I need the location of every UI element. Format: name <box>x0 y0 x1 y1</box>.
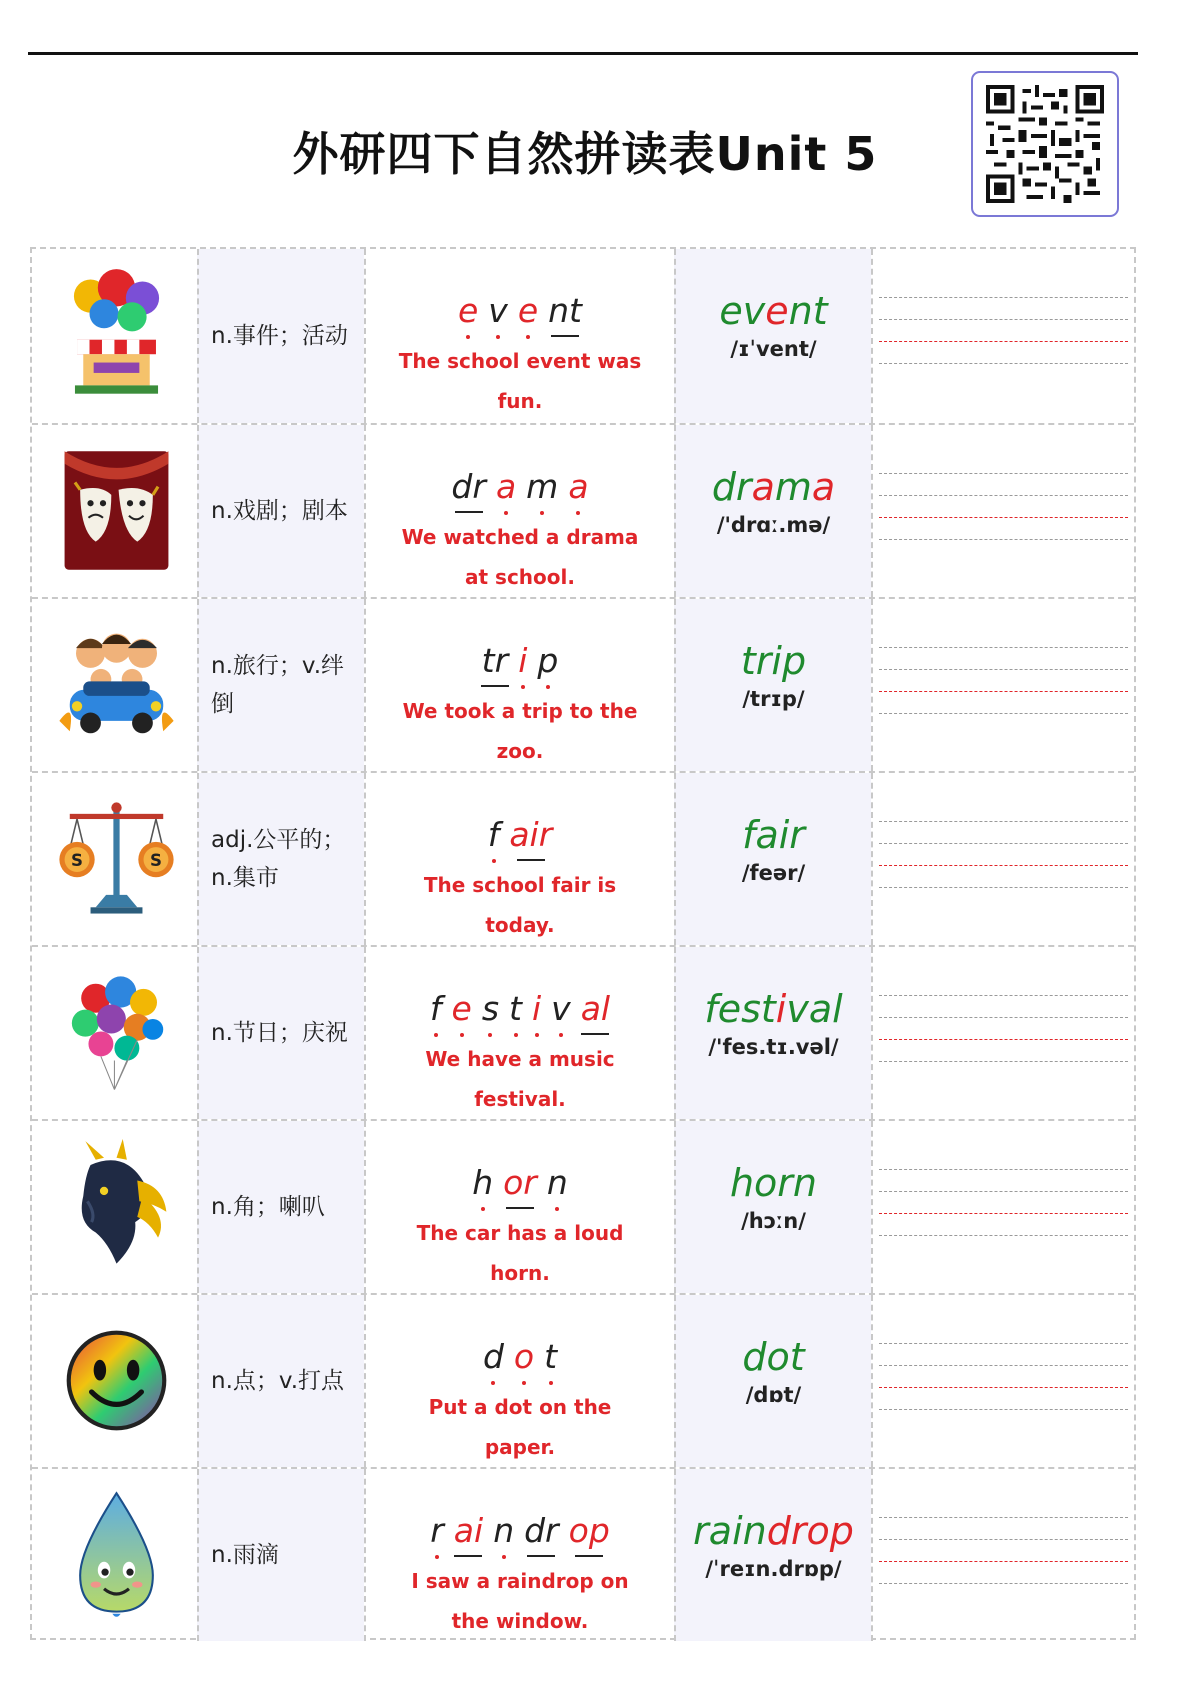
sound-dot-mark <box>481 1207 485 1211</box>
segment-letters: d <box>482 1337 504 1376</box>
phonics-segment <box>567 1511 612 1551</box>
theater-masks-icon <box>54 443 179 578</box>
picture-cell <box>32 947 197 1119</box>
segment-letters: i <box>532 989 542 1028</box>
phonics-cell <box>364 1121 674 1293</box>
writing-guide-line <box>879 669 1128 670</box>
word-part: m <box>774 465 812 509</box>
word-part: p <box>781 639 807 683</box>
vocab-word <box>676 987 871 1031</box>
table-row <box>32 1467 1134 1641</box>
sound-dot-mark <box>492 859 496 863</box>
balloon-stall-icon <box>54 267 179 402</box>
segment-letters: p <box>537 641 559 680</box>
sound-dot-mark <box>526 335 530 339</box>
phonics-breakdown <box>366 985 674 1029</box>
vocab-word <box>676 289 871 333</box>
ipa-transcription: /hɔːn/ <box>741 1209 806 1233</box>
phonics-segment <box>450 989 474 1029</box>
phonics-segment <box>546 291 584 331</box>
phonics-segment <box>428 1511 446 1551</box>
word-part: drop <box>766 1509 854 1553</box>
phonics-segment <box>452 1511 485 1551</box>
word-part: i <box>775 987 787 1031</box>
picture-cell <box>32 1295 197 1467</box>
meaning-text: adj.公平的；n.集市 <box>211 827 346 891</box>
word-part: val <box>786 987 843 1031</box>
segment-letters: h <box>472 1163 494 1202</box>
meaning-text: n.角；喇叭 <box>211 1194 325 1220</box>
segment-letters: v <box>551 989 571 1028</box>
word-part: fest <box>704 987 776 1031</box>
meaning-cell <box>197 425 364 597</box>
writing-guide-line <box>879 297 1128 298</box>
word-cell <box>674 425 871 597</box>
segment-letters: f <box>429 989 442 1028</box>
word-cell <box>674 599 871 771</box>
sound-dash-mark <box>527 1555 555 1557</box>
qr-code-icon <box>986 85 1104 203</box>
sound-dot-mark <box>460 1033 464 1037</box>
phonics-segment <box>486 291 510 331</box>
word-cell <box>674 249 871 423</box>
phonics-cell <box>364 599 674 771</box>
writing-lines-cell[interactable] <box>871 1121 1134 1293</box>
writing-guide-line <box>879 319 1128 320</box>
table-row <box>32 771 1134 945</box>
writing-guide-line <box>879 1191 1128 1192</box>
writing-baseline <box>879 865 1128 866</box>
segment-letters: e <box>457 291 479 330</box>
ipa-transcription: /'fes.tɪ.vəl/ <box>708 1035 839 1059</box>
writing-guide-line <box>879 713 1128 714</box>
example-sentence: The school event was fun. <box>398 349 642 413</box>
writing-guide-line <box>879 1539 1128 1540</box>
page-title: 外研四下自然拼读表Unit 5 <box>292 127 878 181</box>
picture-cell <box>32 773 197 945</box>
phonics-cell <box>364 1295 674 1467</box>
word-part: nt <box>788 289 828 333</box>
example-sentence: We took a trip to the zoo. <box>402 699 638 763</box>
picture-cell <box>32 1121 197 1293</box>
ipa-transcription: /'drɑː.mə/ <box>716 513 831 537</box>
phonics-breakdown <box>366 811 674 855</box>
writing-lines-cell[interactable] <box>871 425 1134 597</box>
phonics-breakdown <box>366 1159 674 1203</box>
word-part: dr <box>711 465 752 509</box>
sound-dot-mark <box>491 1381 495 1385</box>
word-cell <box>674 1469 871 1641</box>
phonics-segment <box>516 291 540 331</box>
meaning-cell <box>197 1469 364 1641</box>
writing-guide-line <box>879 1583 1128 1584</box>
writing-lines-cell[interactable] <box>871 599 1134 771</box>
sound-dot-mark <box>549 1381 553 1385</box>
phonics-segment <box>456 291 480 331</box>
phonics-breakdown <box>366 637 674 681</box>
word-cell <box>674 1295 871 1467</box>
segment-letters: t <box>509 989 522 1028</box>
segment-letters: ai <box>453 1511 484 1550</box>
word-part: e <box>719 289 743 333</box>
meaning-cell <box>197 1121 364 1293</box>
sound-dot-mark <box>496 335 500 339</box>
sound-dash-mark <box>481 685 509 687</box>
picture-cell <box>32 599 197 771</box>
writing-guide-line <box>879 473 1128 474</box>
phonics-segment <box>566 467 590 507</box>
writing-lines-cell[interactable] <box>871 947 1134 1119</box>
vocab-word <box>676 1335 871 1379</box>
sound-dot-mark <box>576 511 580 515</box>
sound-dot-mark <box>488 1033 492 1037</box>
phonics-segment <box>480 989 501 1029</box>
vocab-word <box>676 639 871 683</box>
meaning-text: n.节日；庆祝 <box>211 1020 348 1046</box>
phonics-segment <box>428 989 444 1029</box>
qr-code[interactable] <box>971 71 1119 217</box>
meaning-cell <box>197 249 364 423</box>
segment-letters: a <box>495 467 517 506</box>
segment-letters: a <box>568 467 589 506</box>
table-row <box>32 945 1134 1119</box>
writing-guide-line <box>879 1343 1128 1344</box>
segment-letters: tr <box>481 641 509 680</box>
svg-text:S: S <box>149 850 162 870</box>
segment-letters: s <box>481 989 500 1028</box>
writing-guide-line <box>879 995 1128 996</box>
sound-dash-mark <box>575 1555 603 1557</box>
sound-dot-mark <box>502 1555 506 1559</box>
sound-dot-mark <box>559 1033 563 1037</box>
example-sentence: The school fair is today. <box>423 873 617 937</box>
word-part: i <box>771 639 782 683</box>
sound-dot-mark <box>540 511 544 515</box>
writing-guide-line <box>879 1169 1128 1170</box>
segment-letters: n <box>493 1511 515 1550</box>
writing-baseline <box>879 1561 1128 1562</box>
phonics-segment <box>512 1337 536 1377</box>
phonics-cell <box>364 1469 674 1641</box>
writing-lines-cell[interactable] <box>871 1295 1134 1467</box>
word-part: v <box>742 289 766 333</box>
picture-cell <box>32 249 197 423</box>
raindrop-icon <box>54 1487 179 1622</box>
example-sentence: We watched a drama at school. <box>401 525 639 589</box>
segment-letters: f <box>487 815 500 854</box>
writing-guide-line <box>879 363 1128 364</box>
writing-guide-line <box>879 1235 1128 1236</box>
svg-text:S: S <box>71 850 84 870</box>
writing-guide-line <box>879 1061 1128 1062</box>
vocab-word <box>676 465 871 509</box>
picture-cell <box>32 425 197 597</box>
sound-dot-mark <box>435 1555 439 1559</box>
meaning-text: n.点；v.打点 <box>211 1368 345 1394</box>
sound-dot-mark <box>521 685 525 689</box>
writing-guide-line <box>879 887 1128 888</box>
writing-baseline <box>879 1039 1128 1040</box>
vocab-word <box>676 1509 871 1553</box>
writing-lines-cell[interactable] <box>871 249 1134 423</box>
segment-letters: m <box>526 467 559 506</box>
sound-dash-mark <box>454 1555 482 1557</box>
balloons-icon <box>54 965 179 1100</box>
segment-letters: r <box>430 1511 444 1550</box>
segment-letters: op <box>568 1511 610 1550</box>
sound-dot-mark <box>522 1381 526 1385</box>
phonics-segment <box>542 1337 559 1377</box>
word-cell <box>674 947 871 1119</box>
sound-dash-mark <box>581 1033 609 1035</box>
segment-letters: or <box>503 1163 537 1202</box>
phonics-segment <box>530 989 543 1029</box>
sound-dot-mark <box>535 1033 539 1037</box>
writing-guide-line <box>879 843 1128 844</box>
segment-letters: al <box>580 989 611 1028</box>
sound-dot-mark <box>466 335 470 339</box>
ipa-transcription: /dɒt/ <box>745 1383 802 1407</box>
segment-letters: dr <box>451 467 486 506</box>
phonics-segment <box>470 1163 495 1203</box>
sound-dot-mark <box>546 685 550 689</box>
table-row <box>32 1119 1134 1293</box>
word-part: fair <box>742 813 805 857</box>
phonics-segment <box>449 467 488 507</box>
phonics-breakdown <box>366 463 674 507</box>
writing-guide-line <box>879 1517 1128 1518</box>
phonics-breakdown <box>366 1507 674 1551</box>
word-cell <box>674 1121 871 1293</box>
phonics-cell <box>364 947 674 1119</box>
table-row <box>32 597 1134 771</box>
word-part: rain <box>693 1509 767 1553</box>
phonics-cell <box>364 249 674 423</box>
phonics-segment <box>549 989 573 1029</box>
scales-icon <box>54 791 179 926</box>
ipa-transcription: /trɪp/ <box>742 687 805 711</box>
meaning-cell <box>197 947 364 1119</box>
segment-letters: e <box>451 989 472 1028</box>
writing-baseline <box>879 517 1128 518</box>
segment-letters: dr <box>524 1511 559 1550</box>
phonics-segment <box>501 1163 539 1203</box>
phonics-cell <box>364 425 674 597</box>
phonics-breakdown <box>366 287 674 331</box>
meaning-text: n.戏剧；剧本 <box>211 498 348 524</box>
example-sentence: The car has a loud horn. <box>416 1221 624 1285</box>
meaning-cell <box>197 599 364 771</box>
writing-guide-line <box>879 647 1128 648</box>
picture-cell <box>32 1469 197 1641</box>
meaning-text: n.事件；活动 <box>211 323 348 349</box>
writing-guide-line <box>879 1409 1128 1410</box>
segment-letters: v <box>488 291 508 330</box>
writing-baseline <box>879 1387 1128 1388</box>
phonics-cell <box>364 773 674 945</box>
writing-guide-line <box>879 821 1128 822</box>
sound-dot-mark <box>514 1033 518 1037</box>
meaning-cell <box>197 773 364 945</box>
sound-dot-mark <box>504 511 508 515</box>
table-row <box>32 1293 1134 1467</box>
writing-guide-line <box>879 1365 1128 1366</box>
word-part: dot <box>742 1335 805 1379</box>
sound-dot-mark <box>555 1207 559 1211</box>
meaning-text: n.旅行；v.绊倒 <box>211 653 345 717</box>
segment-letters: air <box>509 815 553 854</box>
phonics-segment <box>522 1511 561 1551</box>
segment-letters: i <box>518 641 528 680</box>
phonics-table <box>30 247 1136 1640</box>
phonics-segment <box>494 467 518 507</box>
vocab-word <box>676 813 871 857</box>
phonics-segment <box>481 1337 506 1377</box>
sound-dash-mark <box>551 335 579 337</box>
ipa-transcription: /ɪˈvent/ <box>730 337 817 361</box>
phonics-segment <box>535 641 560 681</box>
table-row <box>32 423 1134 597</box>
family-car-trip-icon <box>54 617 179 752</box>
sound-dash-mark <box>517 859 545 861</box>
phonics-segment <box>507 815 554 855</box>
sound-dot-mark <box>434 1033 438 1037</box>
vocab-word <box>676 1161 871 1205</box>
writing-guide-line <box>879 539 1128 540</box>
ipa-transcription: /ˈreɪn.drɒp/ <box>705 1557 842 1581</box>
segment-letters: t <box>544 1337 558 1376</box>
writing-lines-cell[interactable] <box>871 1469 1134 1641</box>
writing-guide-line <box>879 495 1128 496</box>
segment-letters: o <box>513 1337 535 1376</box>
top-rule <box>28 52 1138 55</box>
word-part: horn <box>729 1161 818 1205</box>
writing-baseline <box>879 691 1128 692</box>
horned-horse-icon <box>54 1139 179 1274</box>
example-sentence: I saw a raindrop on the window. <box>411 1569 629 1633</box>
phonics-segment <box>524 467 560 507</box>
smiley-face-icon <box>54 1313 179 1448</box>
writing-guide-line <box>879 1017 1128 1018</box>
phonics-segment <box>516 641 529 681</box>
phonics-breakdown <box>366 1333 674 1377</box>
writing-lines-cell[interactable] <box>871 773 1134 945</box>
phonics-segment <box>507 989 524 1029</box>
writing-baseline <box>879 1213 1128 1214</box>
example-sentence: Put a dot on the paper. <box>428 1395 612 1459</box>
word-part: a <box>751 465 775 509</box>
table-row <box>32 249 1134 423</box>
phonics-segment <box>491 1511 516 1551</box>
segment-letters: nt <box>548 291 582 330</box>
word-part: tr <box>740 639 772 683</box>
phonics-segment <box>579 989 612 1029</box>
phonics-segment <box>545 1163 570 1203</box>
word-part: e <box>765 289 789 333</box>
sound-dash-mark <box>455 511 483 513</box>
writing-baseline <box>879 341 1128 342</box>
phonics-segment <box>480 641 511 681</box>
sound-dash-mark <box>506 1207 534 1209</box>
meaning-text: n.雨滴 <box>211 1542 279 1568</box>
example-sentence: We have a music festival. <box>425 1047 615 1111</box>
ipa-transcription: /feər/ <box>741 861 806 885</box>
segment-letters: e <box>517 291 539 330</box>
word-cell <box>674 773 871 945</box>
segment-letters: n <box>546 1163 568 1202</box>
meaning-cell <box>197 1295 364 1467</box>
word-part: a <box>811 465 836 509</box>
phonics-segment <box>486 815 502 855</box>
